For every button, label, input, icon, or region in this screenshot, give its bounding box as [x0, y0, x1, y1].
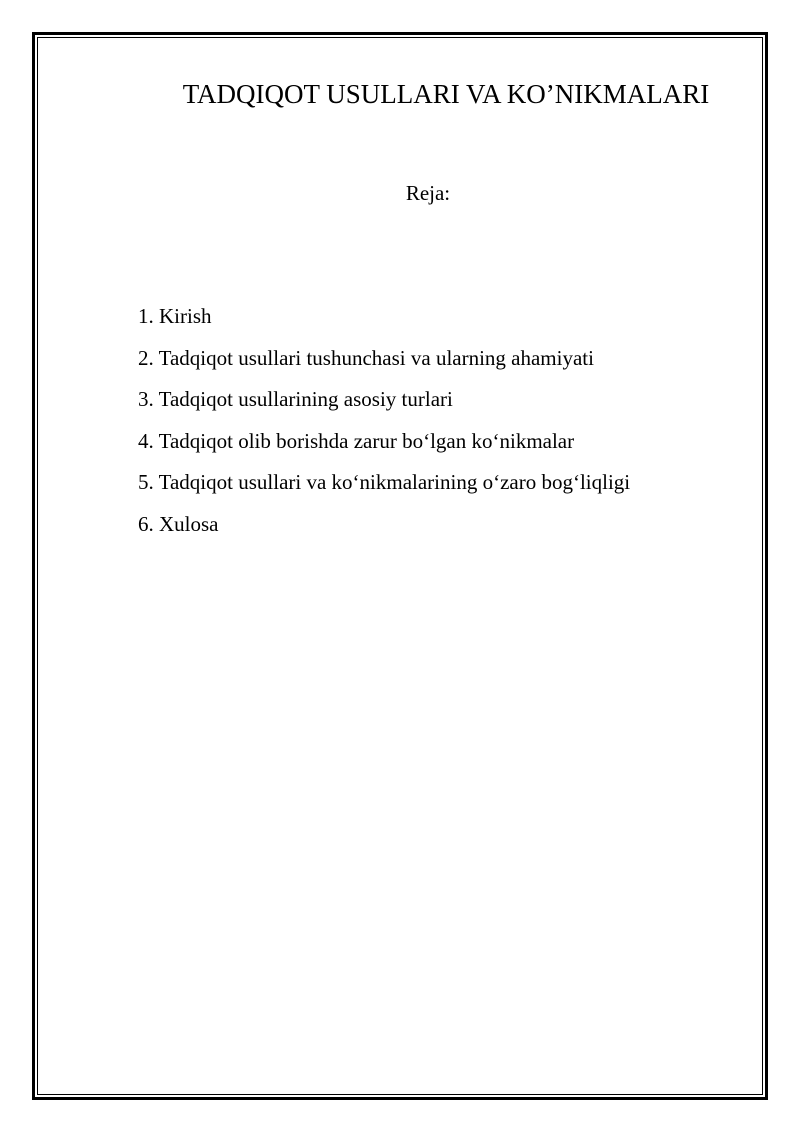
plan-item-3: 3. Tadqiqot usullarining asosiy turlari	[138, 387, 453, 412]
plan-item-6: 6. Xulosa	[138, 511, 219, 536]
plan-heading: Reja:	[405, 181, 451, 205]
plan-list	[138, 302, 630, 552]
plan-item-4: 4. Tadqiqot olib borishda zarur bo‘lgan ko‘nikmalar	[138, 428, 575, 453]
plan-item-1: 1. Kirish	[138, 304, 212, 328]
document-title: TADQIQOT USULLARI VA KO’NIKMALARI	[182, 79, 710, 109]
plan-item-2: 2. Tadqiqot usullari tushunchasi va ularning ahamiyati	[138, 345, 594, 370]
plan-item-5: 5. Tadqiqot usullari va ko‘nikmalarining o‘zaro bog‘liqligi	[138, 470, 631, 495]
